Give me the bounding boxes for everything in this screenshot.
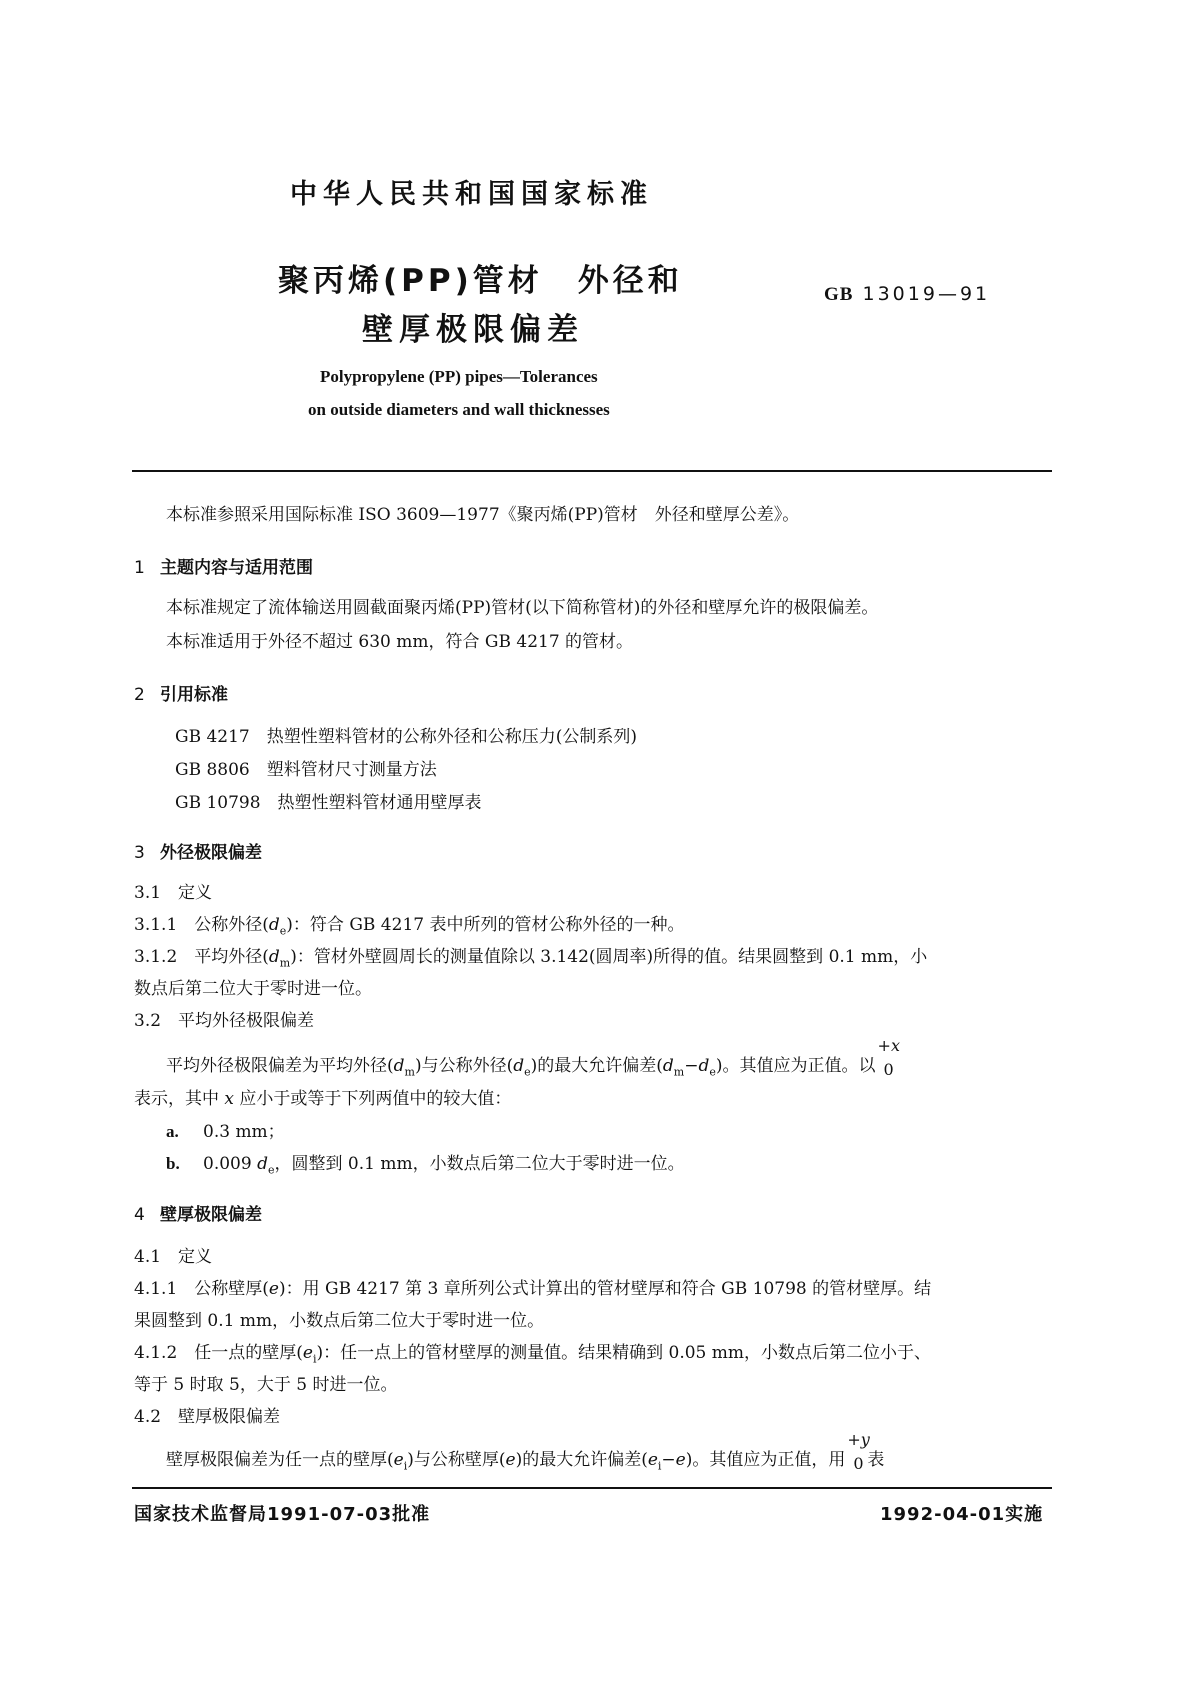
section-1-para-2: 本标准适用于外径不超过 630 mm，符合 GB 4217 的管材。 xyxy=(166,632,634,652)
tolerance-symbol-y xyxy=(845,1430,870,1473)
symbol-sub: e xyxy=(709,1065,716,1079)
list-item-a-text: 0.3 mm； xyxy=(203,1122,285,1142)
clause-4-1-2-cont: 等于 5 时取 5，大于 5 时进一位。 xyxy=(134,1375,398,1395)
plus-sign: + xyxy=(847,1430,861,1449)
clause-3-2-para-2 xyxy=(134,1089,511,1110)
clause-3-1: 3.1 定义 xyxy=(134,883,213,903)
symbol-e: e xyxy=(268,1279,279,1299)
clause-3-2-text-d: )。其值应为正值。以 xyxy=(715,1056,876,1076)
implementation-date: 1992-04-01实施 xyxy=(880,1504,1044,1525)
symbol-d: d xyxy=(662,1056,674,1076)
clause-3-1-1 xyxy=(134,915,684,941)
section-1-number: 1 xyxy=(134,558,145,578)
symbol-sub: i xyxy=(657,1459,662,1473)
symbol-d: d xyxy=(393,1056,405,1076)
list-label: a. xyxy=(166,1122,179,1141)
clause-3-2-text-a: 平均外径极限偏差为平均外径( xyxy=(166,1056,394,1076)
clause-4-1-2-text-b: )：任一点上的管材壁厚的测量值。结果精确到 0.05 mm，小数点后第二位小于、 xyxy=(316,1343,932,1363)
clause-3-1-2-cont: 数点后第二位大于零时进一位。 xyxy=(134,979,372,999)
plus-sign: + xyxy=(877,1036,891,1055)
symbol-minus: − xyxy=(684,1056,699,1076)
section-2-title: 引用标准 xyxy=(160,685,228,705)
approval-date: 国家技术监督局1991-07-03批准 xyxy=(134,1504,431,1525)
clause-4-1-1-text-a: 4.1.1 公称壁厚( xyxy=(134,1279,269,1299)
clause-4-1-1-cont: 果圆整到 0.1 mm，小数点后第二位大于零时进一位。 xyxy=(134,1311,545,1331)
symbol-sub: i xyxy=(403,1459,408,1473)
section-3-number: 3 xyxy=(134,843,145,863)
symbol-e: e xyxy=(302,1343,313,1363)
symbol-sub: e xyxy=(524,1065,531,1079)
symbol-sub: m xyxy=(404,1065,415,1079)
clause-4-2-text-c: )的最大允许偏差( xyxy=(515,1450,648,1470)
symbol-d: d xyxy=(257,1154,268,1174)
section-3-title: 外径极限偏差 xyxy=(160,843,262,863)
list-item-b xyxy=(166,1153,685,1180)
list-item-a xyxy=(166,1121,285,1143)
clause-4-2-text-a: 壁厚极限偏差为任一点的壁厚( xyxy=(166,1450,394,1470)
clause-4-1: 4.1 定义 xyxy=(134,1247,213,1267)
symbol-sub: e xyxy=(267,1163,275,1177)
clause-4-2-text-d: )。其值应为正值，用 xyxy=(685,1450,846,1470)
symbol-x: x xyxy=(224,1089,234,1109)
clause-3-2-para-1 xyxy=(166,1036,900,1082)
clause-3-1-1-text-b: )：符合 GB 4217 表中所列的管材公称外径的一种。 xyxy=(286,915,685,935)
clause-4-1-1-text-b: )：用 GB 4217 第 3 章所列公式计算出的管材壁厚和符合 GB 10798 的管材壁厚。结 xyxy=(278,1279,932,1299)
section-1-para-1: 本标准规定了流体输送用圆截面聚丙烯(PP)管材(以下简称管材)的外径和壁厚允许的极限偏差。 xyxy=(166,598,879,618)
tolerance-lower: 0 xyxy=(853,1454,864,1473)
clause-4-2-text-e: 表 xyxy=(867,1450,885,1470)
symbol-d: d xyxy=(268,947,280,967)
clause-3-1-1-text-a: 3.1.1 公称外径( xyxy=(134,915,269,935)
section-4-title: 壁厚极限偏差 xyxy=(160,1205,262,1225)
section-2-heading xyxy=(134,680,228,705)
symbol-d: d xyxy=(513,1056,525,1076)
clause-3-2-text-e: 表示，其中 xyxy=(134,1089,225,1109)
list-item-b-text-a: 0.009 xyxy=(203,1154,258,1174)
title-line-2: 壁厚极限偏差 xyxy=(362,312,584,348)
symbol-e: e xyxy=(393,1450,404,1470)
clause-3-1-2-text-b: )：管材外壁圆周长的测量值除以 3.142(圆周率)所得的值。结果圆整到 0.1 mm，小 xyxy=(290,947,928,967)
english-title-line-1: Polypropylene (PP) pipes—Tolerances xyxy=(320,367,598,386)
standard-code xyxy=(824,283,990,306)
english-title-line-2: on outside diameters and wall thicknesses xyxy=(308,400,610,419)
clause-3-2-text-b: )与公称外径( xyxy=(414,1056,514,1076)
section-1-title: 主题内容与适用范围 xyxy=(160,558,313,578)
symbol-y: y xyxy=(860,1430,870,1449)
symbol-sub: i xyxy=(312,1352,317,1366)
symbol-e: e xyxy=(505,1450,516,1470)
clause-3-1-2 xyxy=(134,947,927,973)
list-item-b-text-b: ，圆整到 0.1 mm，小数点后第二位大于零时进一位。 xyxy=(274,1154,685,1174)
symbol-d: d xyxy=(698,1056,710,1076)
tolerance-upper xyxy=(878,1035,900,1056)
reference-item: GB 10798 热塑性塑料管材通用壁厚表 xyxy=(175,793,482,813)
tolerance-upper xyxy=(847,1429,869,1450)
standard-org-heading: 中华人民共和国国家标准 xyxy=(290,179,653,210)
symbol-minus: − xyxy=(661,1450,676,1470)
symbol-d: d xyxy=(268,915,280,935)
clause-3-2-text-c: )的最大允许偏差( xyxy=(530,1056,663,1076)
symbol-sub: e xyxy=(279,924,287,938)
section-1-heading xyxy=(134,553,313,578)
clause-4-1-2 xyxy=(134,1343,931,1369)
symbol-e: e xyxy=(647,1450,658,1470)
footer-divider xyxy=(132,1487,1052,1489)
clause-4-2-text-b: )与公称壁厚( xyxy=(407,1450,506,1470)
clause-4-2-para-1 xyxy=(166,1430,885,1476)
header-divider xyxy=(132,470,1052,472)
tolerance-symbol-x xyxy=(876,1036,900,1079)
clause-3-1-2-text-a: 3.1.2 平均外径( xyxy=(134,947,269,967)
title-line-1: 聚丙烯(PP)管材 外径和 xyxy=(278,263,683,299)
symbol-sub: m xyxy=(279,956,291,970)
symbol-x: x xyxy=(890,1036,900,1055)
list-label: b. xyxy=(166,1154,180,1173)
section-3-heading xyxy=(134,838,262,863)
intro-paragraph: 本标准参照采用国际标准 ISO 3609—1977《聚丙烯(PP)管材 外径和壁厚公差》。 xyxy=(166,505,800,525)
code-prefix: GB xyxy=(824,284,854,305)
tolerance-lower: 0 xyxy=(883,1060,894,1079)
clause-4-2: 4.2 壁厚极限偏差 xyxy=(134,1407,281,1427)
symbol-e: e xyxy=(675,1450,686,1470)
symbol-sub: m xyxy=(673,1065,685,1079)
clause-4-1-2-text-a: 4.1.2 任一点的壁厚( xyxy=(134,1343,303,1363)
reference-item: GB 8806 塑料管材尺寸测量方法 xyxy=(175,760,437,780)
clause-3-2: 3.2 平均外径极限偏差 xyxy=(134,1011,315,1031)
clause-3-2-text-f: 应小于或等于下列两值中的较大值： xyxy=(234,1089,512,1109)
reference-item: GB 4217 热塑性塑料管材的公称外径和公称压力(公制系列) xyxy=(175,727,638,747)
section-4-heading xyxy=(134,1200,262,1225)
section-4-number: 4 xyxy=(134,1205,145,1225)
clause-4-1-1 xyxy=(134,1279,931,1300)
section-2-number: 2 xyxy=(134,685,145,705)
code-number: 13019—91 xyxy=(862,283,991,305)
